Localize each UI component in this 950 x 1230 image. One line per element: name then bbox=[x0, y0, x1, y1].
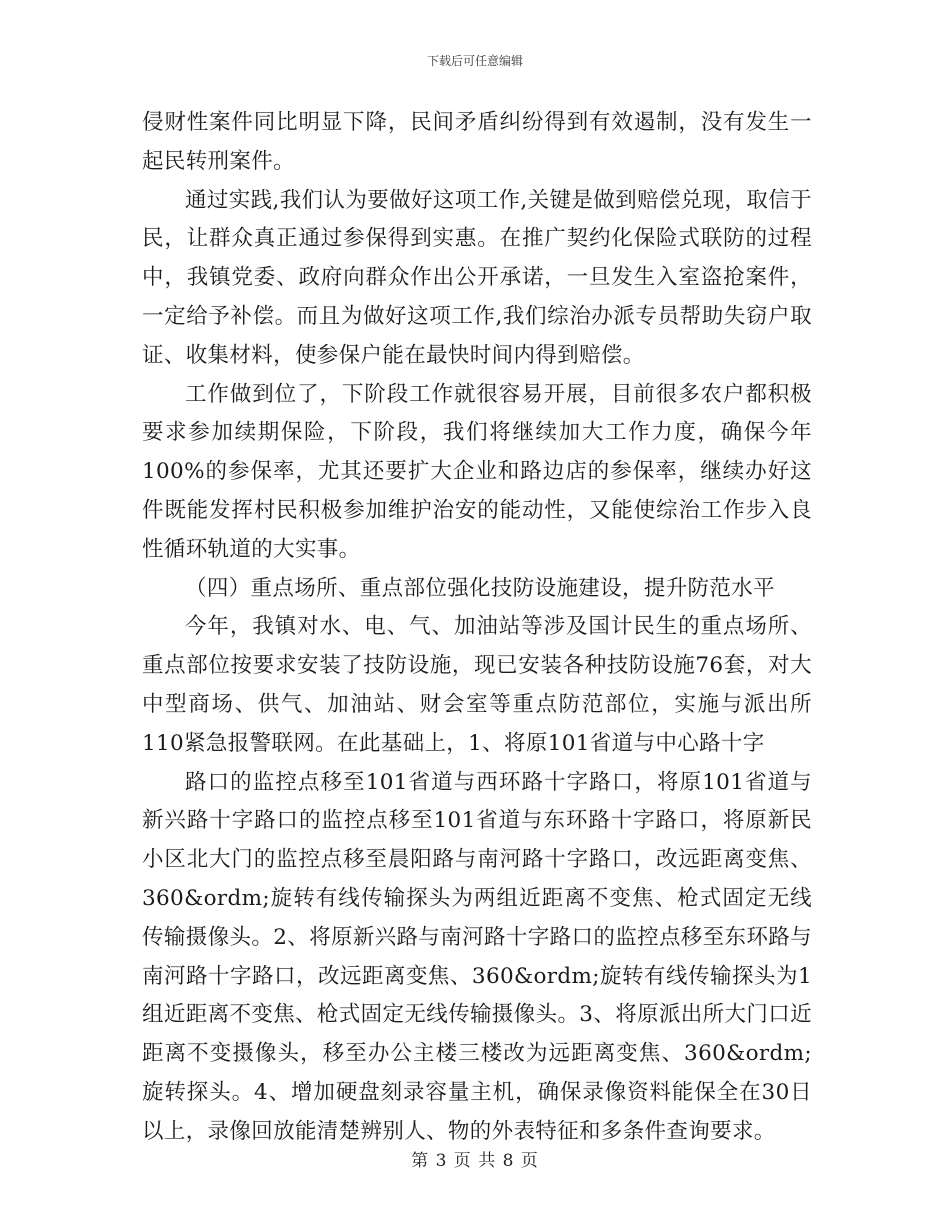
paragraph-3: 工作做到位了，下阶段工作就很容易开展，目前很多农户都积极要求参加续期保险，下阶段，我们将继续加大工作力度，确保今年100%的参保率，尤其还要扩大企业和路边店的参保率，继续办好这件既能发挥村民积极参加维护治安的能动性，又能使综治工作步入良性循环轨道的大实事。 bbox=[142, 381, 812, 562]
paragraph-2: 通过实践,我们认为要做好这项工作,关键是做到赔偿兑现，取信于民，让群众真正通过参保得到实惠。在推广契约化保险式联防的过程中，我镇党委、政府向群众作出公开承诺，一旦发生入室盗抢案件，一定给予补偿。而且为做好这项工作,我们综治办派专员帮助失窃户取证、收集材料，使参保户能在最快时间内得到赔偿。 bbox=[142, 187, 812, 368]
paragraph-1: 侵财性案件同比明显下降，民间矛盾纠纷得到有效遏制，没有发生一起民转刑案件。 bbox=[142, 110, 812, 174]
paragraph-6: 路口的监控点移至101省道与西环路十字路口，将原101省道与新兴路十字路口的监控点移至101省道与东环路十字路口，将原新民小区北大门的监控点移至晨阳路与南河路十字路口，改远距离变焦、360&ordm;旋转有线传输探头为两组近距离不变焦、枪式固定无线传输摄像头。2、将原新兴路与南河路十字路口的监控点移至东环路与南河路十字路口，改远距离变焦、360&ordm;旋转有线传输探头为1组近距离不变焦、枪式固定无线传输摄像头。3、将原派出所大门口近距离不变摄像头，移至办公主楼三楼改为远距离变焦、360&ordm;旋转探头。4、增加硬盘刻录容量主机，确保录像资料能保全在30日以上，录像回放能清楚辨别人、物的外表特征和多条件查询要求。 bbox=[142, 769, 812, 1144]
page-footer-page-number: 第 3 页 共 8 页 bbox=[411, 1151, 539, 1171]
page-header: 下载后可任意编辑 bbox=[426, 54, 523, 68]
section-heading-4: （四）重点场所、重点部位强化技防设施建设，提升防范水平 bbox=[185, 575, 775, 601]
document-body bbox=[142, 104, 812, 1152]
paragraph-5: 今年，我镇对水、电、气、加油站等涉及国计民生的重点场所、重点部位按要求安装了技防设施，现已安装各种技防设施76套，对大中型商场、供气、加油站、财会室等重点防范部位，实施与派出所110紧急报警联网。在此基础上，1、将原101省道与中心路十字 bbox=[142, 614, 812, 756]
